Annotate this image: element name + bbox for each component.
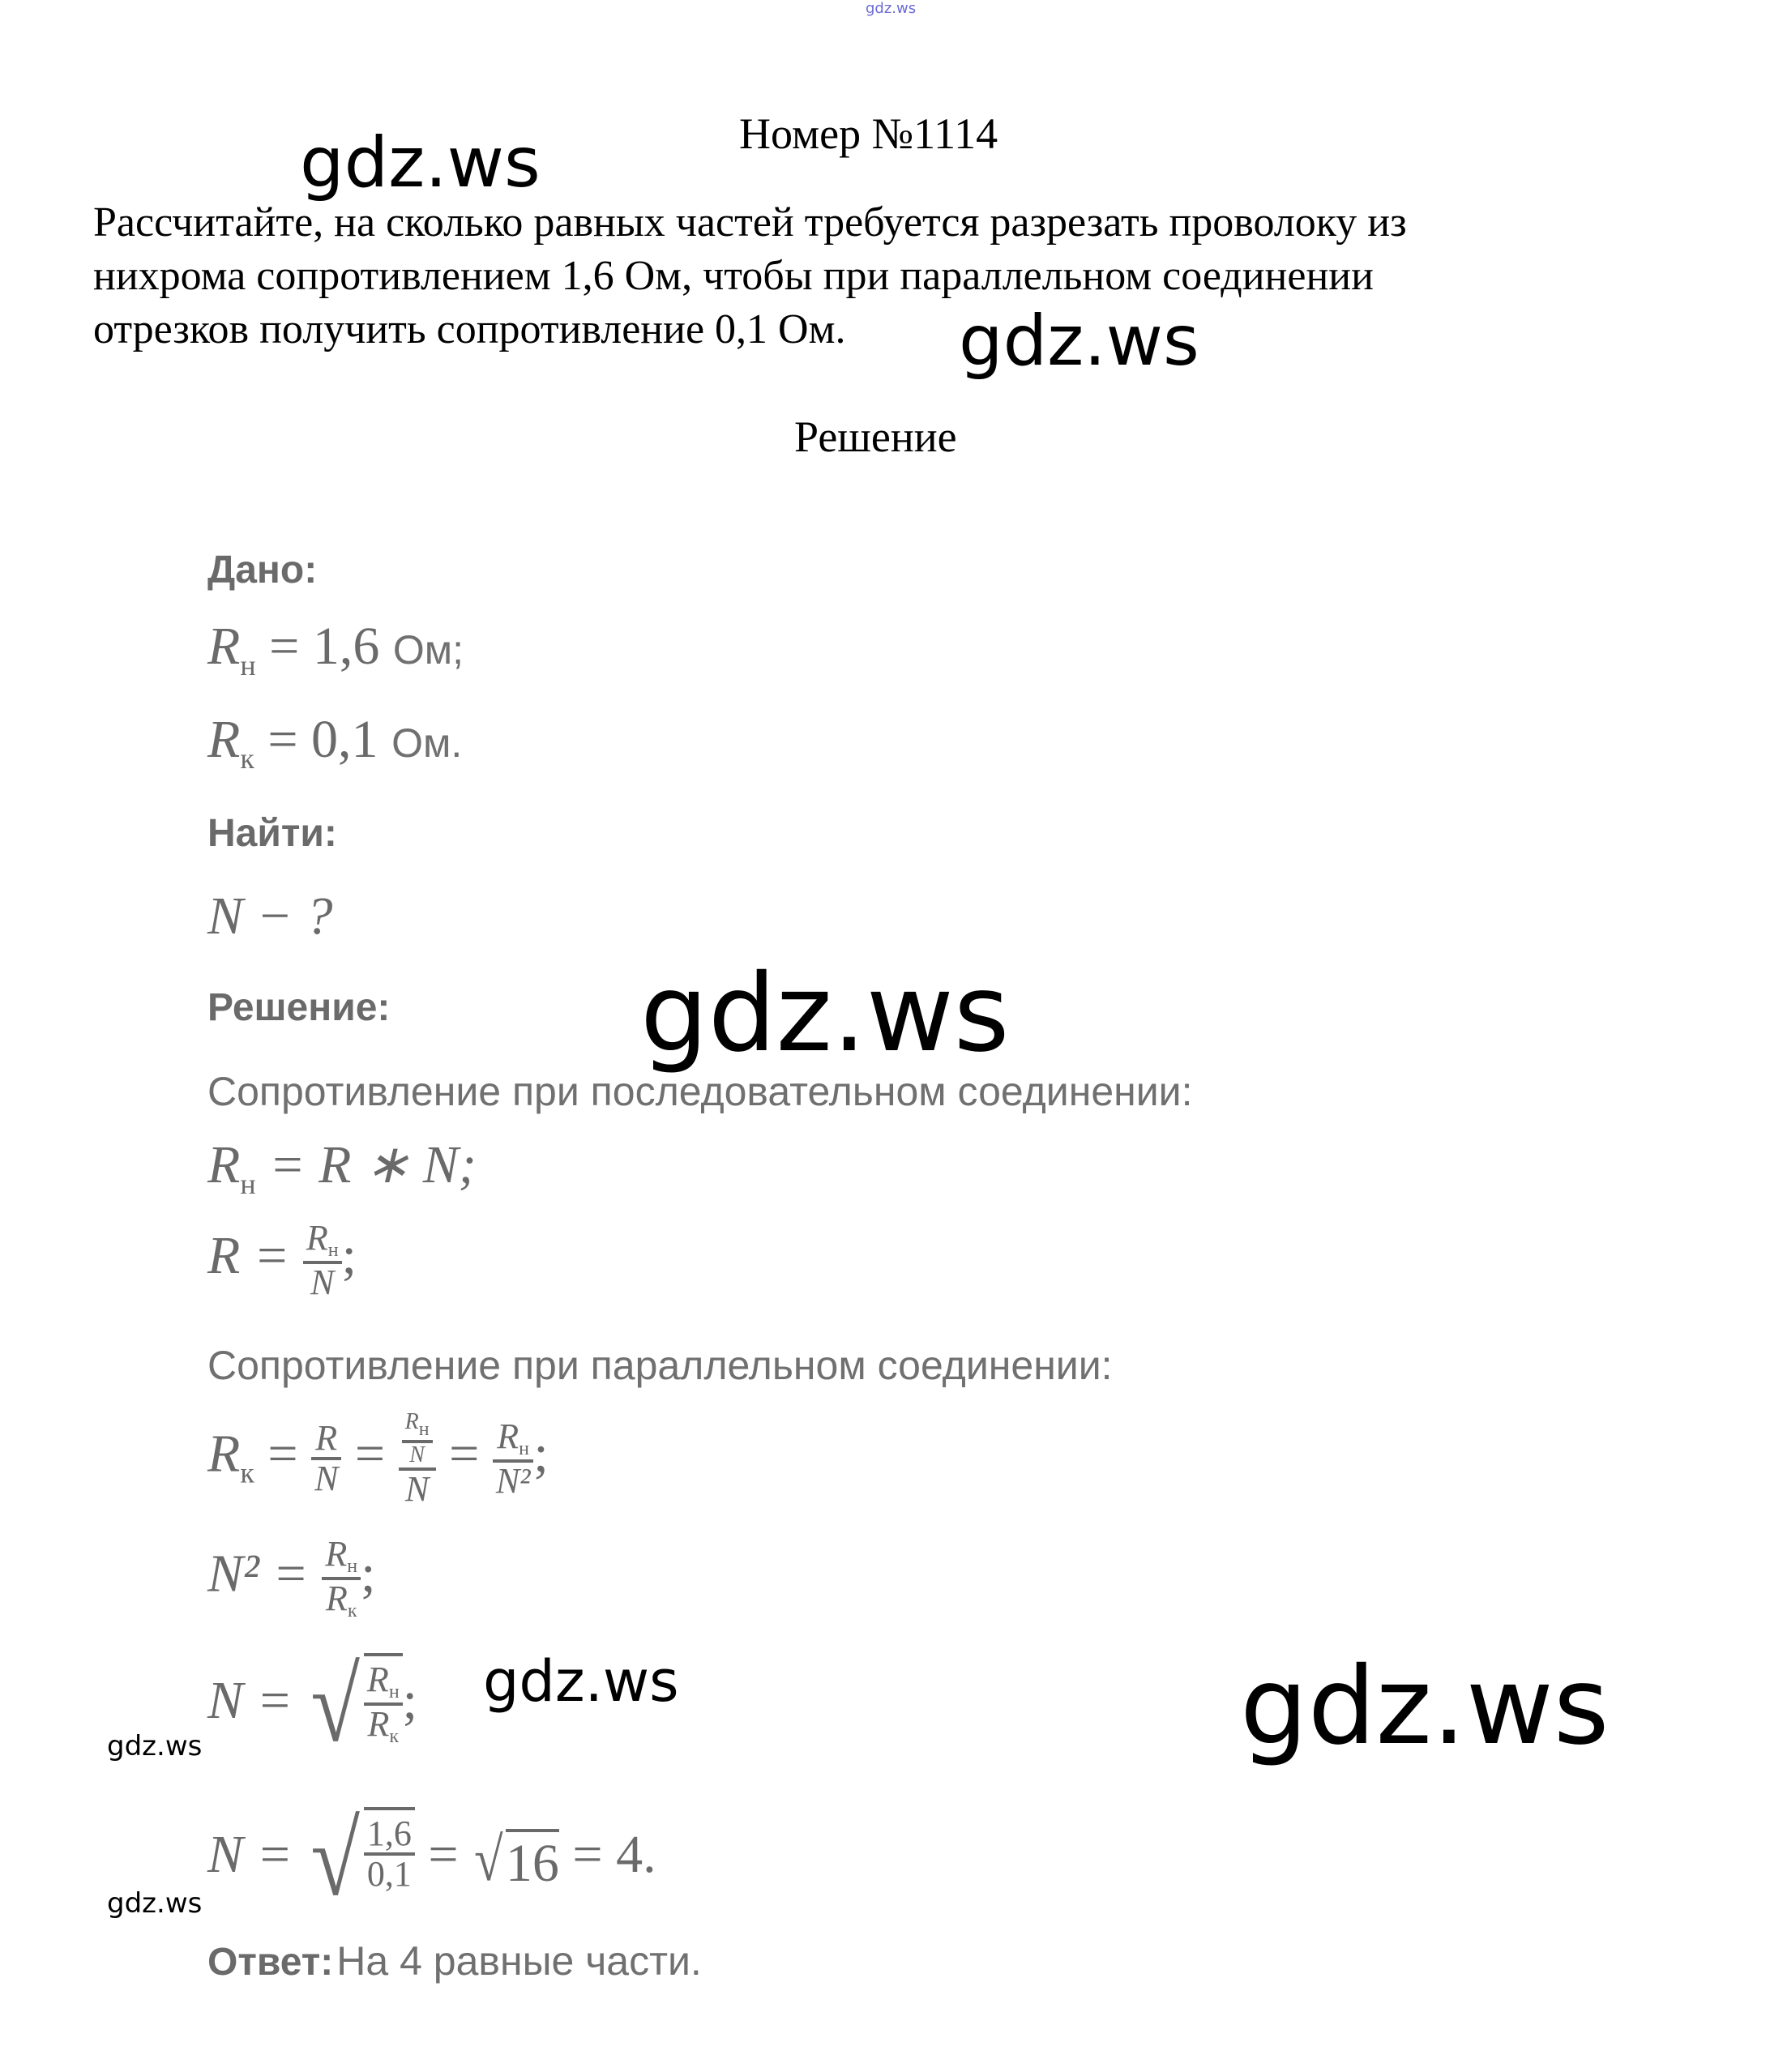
eq-parallel: $R_к$ = $\frac{R}{N}$ = $\frac{\frac{R_н}{N}}{N}$ = $\frac{R_н}{\text{N²}}$ ; — [207, 1409, 549, 1509]
problem-line: нихрома сопротивлением 1,6 Ом, чтобы при параллельном соединении — [93, 253, 1374, 299]
given-rn: $R_н = 1,6$ Ом; — [207, 617, 464, 681]
fraction: $\frac{R_н}{\text{N²}}$ — [493, 1418, 534, 1500]
watermark: gdz.ws — [1240, 1644, 1610, 1769]
sqrt: √ $\frac{1,6}{0,1}$ — [306, 1807, 415, 1912]
problem-text — [93, 196, 1407, 357]
page-title: Номер №1114 — [739, 109, 998, 158]
fraction: $\frac{R_н}{N}$ — [402, 1410, 433, 1467]
watermark: gdz.ws — [107, 1887, 203, 1920]
watermark: gdz.ws — [300, 122, 541, 203]
answer-label: Ответ: — [207, 1941, 334, 1984]
given-label: Дано: — [207, 549, 318, 592]
find-label: Найти: — [207, 812, 337, 855]
watermark: gdz.ws — [483, 1648, 679, 1715]
fraction: $\frac{R}{N}$ — [311, 1420, 341, 1497]
find-value: N − ? — [207, 886, 333, 946]
eq-series: $R_н = R$ ∗ N; — [207, 1135, 477, 1200]
eq-r-over-n: R = $\frac{R_н}{N}$ ; — [207, 1218, 357, 1303]
solution-label: Решение: — [207, 986, 391, 1029]
problem-line: Рассчитайте, на сколько равных частей требуется разрезать проволоку из — [93, 199, 1407, 246]
fraction: $\frac{R_н}{R_к}$ — [364, 1661, 403, 1747]
problem-line: отрезков получить сопротивление 0,1 Ом. — [93, 306, 846, 352]
parallel-text: Сопротивление при параллельном соединении: — [207, 1343, 1113, 1388]
watermark: gdz.ws — [640, 951, 1010, 1076]
watermark: gdz.ws — [959, 301, 1199, 382]
watermark-top-small: gdz.ws — [866, 0, 917, 17]
eq-n-squared: N² = $\frac{R_н}{R_к}$ ; — [207, 1534, 376, 1622]
given-rk: $R_к = 0,1$ Ом. — [207, 710, 463, 775]
sqrt: √ 16 — [474, 1826, 559, 1894]
eq-n-sqrt: N = √ $\frac{R_н}{R_к}$ ; — [207, 1647, 417, 1764]
solution-title: Решение — [794, 412, 957, 461]
answer-text: На 4 равные части. — [336, 1938, 702, 1984]
fraction: $\frac{R_н}{R_к}$ — [322, 1536, 361, 1621]
fraction: $\frac{1,6}{0,1}$ — [364, 1815, 415, 1893]
fraction: $\frac{\frac{R_н}{N}}{N}$ — [399, 1410, 436, 1508]
sqrt: √ $\frac{R_н}{R_к}$ — [306, 1653, 403, 1758]
fraction: $\frac{R_н}{N}$ — [303, 1220, 342, 1301]
watermark: gdz.ws — [107, 1730, 203, 1762]
answer-line — [207, 1938, 702, 1984]
eq-n-value: N = √ $\frac{1,6}{0,1}$ = √ 16 = 4. — [207, 1801, 656, 1918]
series-text: Сопротивление при последовательном соединении: — [207, 1069, 1193, 1114]
